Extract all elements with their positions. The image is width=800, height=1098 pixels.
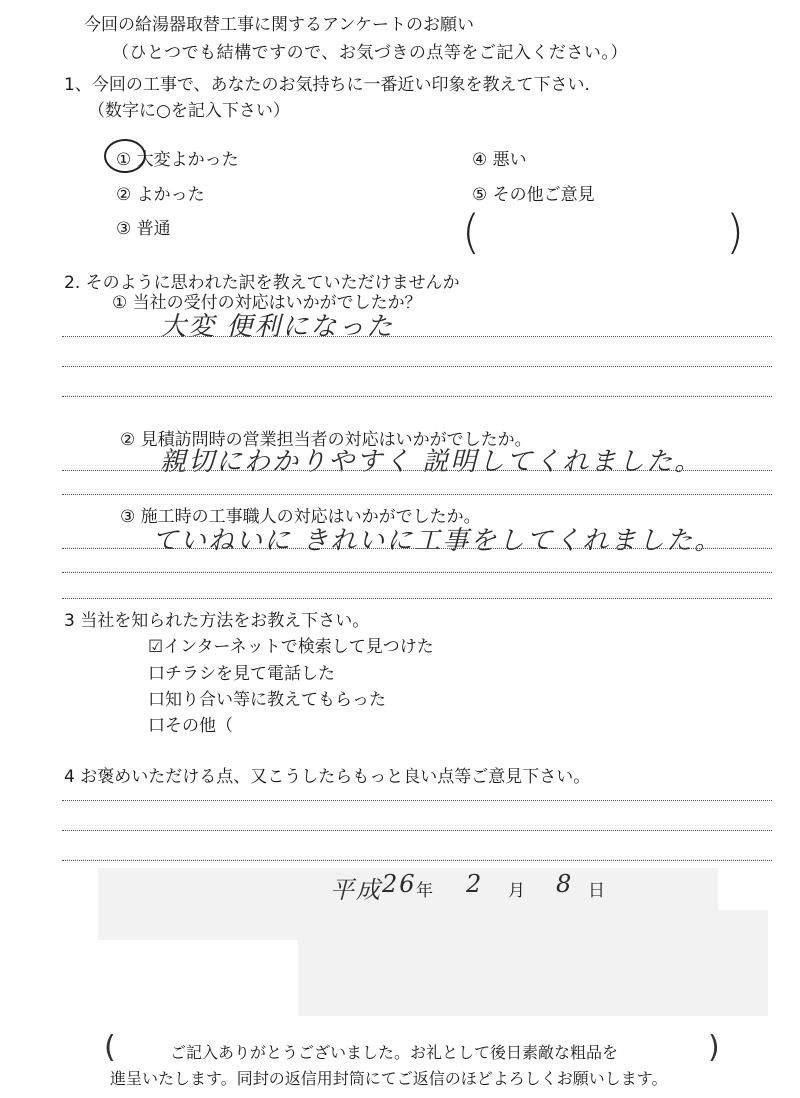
question-1-text: 1、今回の工事で、あなたのお気持ちに一番近い印象を教えて下さい. — [64, 75, 590, 95]
date-month-label: 月 — [508, 881, 525, 901]
answer-line — [62, 830, 772, 831]
q1-option-4[interactable]: ④ 悪い — [472, 150, 527, 170]
answer-line — [62, 800, 772, 801]
answer-line — [62, 598, 772, 599]
date-year-label: 年 — [416, 881, 433, 901]
question-1-note: （数字に○を記入下さい） — [88, 101, 290, 121]
footer-open-paren: ( — [104, 1030, 116, 1065]
footer-line-1: ご記入ありがとうございました。お礼として後日素敵な粗品を — [170, 1043, 619, 1062]
q1-option-2[interactable]: ② よかった — [116, 185, 205, 205]
redacted-area — [298, 910, 768, 1016]
answer-line — [62, 548, 772, 549]
q2-answer-1: 大変 便利になった — [160, 312, 395, 342]
date-month: 2 — [466, 870, 484, 898]
q1-option-1[interactable]: ① 大変よかった — [116, 150, 239, 170]
footer-line-2: 進呈いたします。同封の返信用封筒にてご返信のほどよろしくお願いします。 — [110, 1069, 668, 1088]
q3-option-internet[interactable]: ☑インターネットで検索して見つけた — [148, 637, 434, 657]
date-day: 8 — [556, 870, 574, 898]
q1-option-3[interactable]: ③ 普通 — [116, 219, 171, 239]
answer-line — [62, 396, 772, 397]
q3-option-acquaintance[interactable]: 口知り合い等に教えてもらった — [148, 690, 386, 710]
date-day-label: 日 — [588, 881, 605, 901]
answer-line — [62, 336, 772, 337]
footer-close-paren: ) — [708, 1030, 720, 1065]
survey-subtitle: （ひとつでも結構ですので、お気づきの点等をご記入ください。） — [112, 43, 628, 63]
question-2-text: 2. そのように思われた訳を教えていただけませんか — [64, 273, 460, 293]
question-4-text: 4 お褒めいただける点、又こうしたらもっと良い点等ご意見下さい。 — [64, 767, 591, 787]
q1-option-5[interactable]: ⑤ その他ご意見 — [472, 185, 595, 205]
answer-line — [62, 470, 772, 471]
q3-option-other[interactable]: 口その他（ — [148, 716, 233, 736]
other-close-paren: ) — [726, 205, 744, 259]
q2-answer-3: ていねいに きれいに工事をしてくれました。 — [152, 526, 723, 556]
q2-sub-3: ③ 施工時の工事職人の対応はいかがでしたか。 — [120, 507, 481, 527]
q3-option-flyer[interactable]: 口チラシを見て電話した — [148, 664, 335, 684]
answer-line — [62, 494, 772, 495]
q2-sub-1: ① 当社の受付の対応はいかがでしたか？ — [112, 293, 422, 313]
q2-answer-2: 親切にわかりやすく 説明してくれました。 — [160, 447, 703, 477]
other-open-paren: ( — [462, 205, 480, 259]
question-3-text: 3 当社を知られた方法をお教え下さい。 — [64, 611, 370, 631]
answer-line — [62, 860, 772, 861]
q2-sub-2: ② 見積訪問時の営業担当者の対応はいかがでしたか。 — [120, 430, 532, 450]
date-year: 26 — [382, 870, 417, 898]
date-era: 平成 — [330, 876, 382, 904]
answer-line — [62, 366, 772, 367]
answer-line — [62, 572, 772, 573]
survey-title: 今回の給湯器取替工事に関するアンケートのお願い — [84, 15, 474, 35]
